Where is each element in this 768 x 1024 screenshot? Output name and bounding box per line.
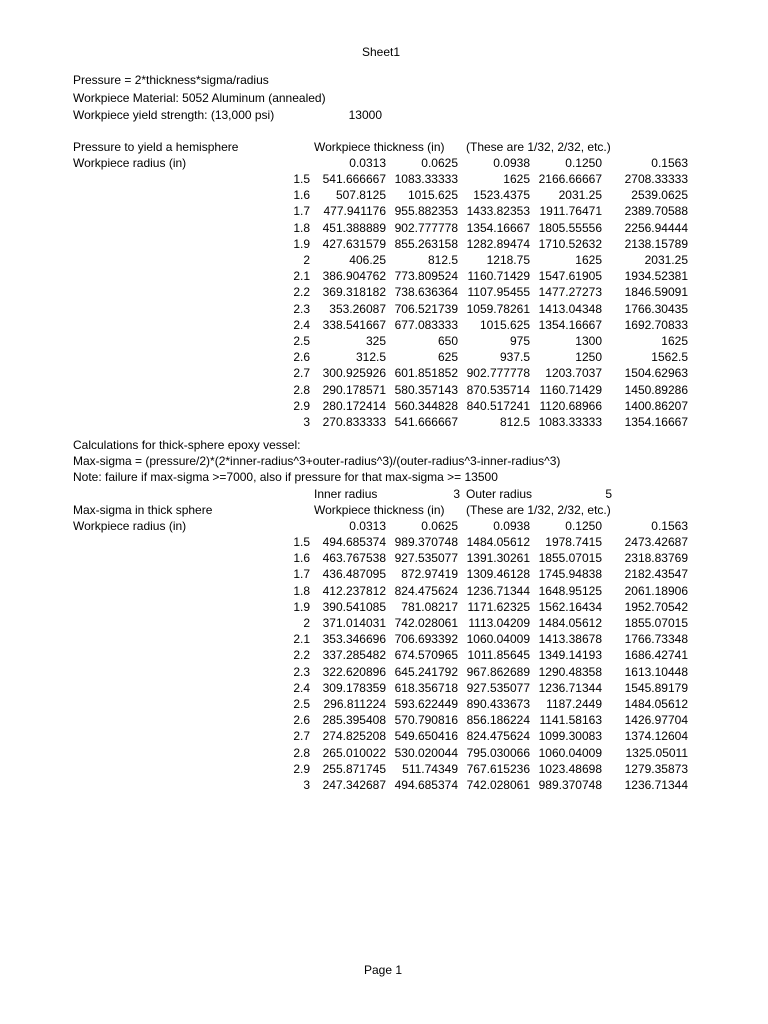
value-cell: 1766.30435 [624,301,688,316]
value-cell: 386.904762 [322,269,386,284]
table-row [0,615,768,631]
value-cell: 1978.7415 [545,535,602,549]
value-cell: 1692.70833 [624,317,688,332]
value-cell: 2708.33333 [624,172,688,186]
value-cell: 1015.625 [479,317,530,332]
thickness-header: 0.0938 [493,156,530,170]
value-cell: 742.028061 [394,616,458,630]
value-cell: 1504.62963 [624,366,688,381]
value-cell: 967.862689 [466,664,530,679]
thickness-header: 0.1563 [651,156,688,170]
value-cell: 1236.71344 [538,680,602,695]
value-cell: 937.5 [499,350,530,365]
table-row [0,647,768,663]
value-cell: 1218.75 [486,253,530,267]
table-row [0,712,768,728]
value-cell: 570.790816 [394,713,458,728]
radius-cell: 2.1 [293,632,310,647]
section2-thickness-header-row [0,518,768,534]
radius-cell: 2.5 [293,697,310,711]
value-cell: 1187.2449 [546,697,602,711]
value-cell: 1290.48358 [538,664,602,679]
radius-cell: 1.9 [293,236,310,251]
value-cell: 451.388889 [322,220,386,235]
value-cell: 2318.83769 [624,551,688,566]
section1-thickness-header-row [0,155,768,171]
radius-cell: 1.8 [293,583,310,598]
section2-thickness-note: (These are 1/32, 2/32, etc.) [466,503,611,517]
radius-cell: 2.6 [293,350,310,365]
value-cell: 1391.30261 [466,551,530,566]
value-cell: 706.693392 [394,632,458,647]
value-cell: 247.342687 [322,778,386,792]
value-cell: 406.25 [349,253,386,267]
radius-cell: 2.9 [293,398,310,413]
value-cell: 1450.89286 [624,382,688,397]
value-cell: 530.020044 [394,745,458,760]
table-row [0,252,768,268]
value-cell: 507.8125 [335,188,386,203]
value-cell: 927.535077 [466,680,530,695]
table-row [0,696,768,712]
radius-cell: 1.9 [293,599,310,614]
radius-cell: 2 [303,253,310,267]
table-row [0,317,768,333]
value-cell: 1855.07015 [624,616,688,630]
radius-cell: 2.7 [293,729,310,744]
value-cell: 1203.7037 [545,366,602,381]
value-cell: 855.263158 [394,236,458,251]
radius-cell: 1.5 [293,172,310,186]
table-row [0,414,768,430]
value-cell: 560.344828 [394,398,458,413]
value-cell: 824.475624 [466,729,530,744]
value-cell: 1413.04348 [538,301,602,316]
value-cell: 511.74349 [402,761,458,776]
value-cell: 412.237812 [322,583,386,598]
value-cell: 280.172414 [322,398,386,413]
value-cell: 601.851852 [394,366,458,381]
value-cell: 1354.16667 [538,317,602,332]
value-cell: 2256.94444 [624,220,688,235]
radius-cell: 2.2 [293,285,310,300]
value-cell: 296.811224 [323,697,386,711]
table-row [0,728,768,744]
value-cell: 1745.94838 [538,567,602,582]
table-row [0,550,768,566]
material-label: Workpiece Material: 5052 Aluminum (annealed) [73,91,326,105]
section1-note: (These are 1/32, 2/32, etc.) [466,140,611,154]
value-cell: 812.5 [499,415,530,429]
radius-cell: 2.3 [293,301,310,316]
section1-title: Pressure to yield a hemisphere [73,140,239,154]
value-cell: 1484.05612 [624,697,688,711]
inner-radius-value: 3 [453,487,460,501]
value-cell: 255.871745 [322,761,386,776]
value-cell: 856.186224 [466,713,530,728]
radius-cell: 2.2 [293,648,310,663]
value-cell: 463.767538 [322,551,386,566]
value-cell: 1354.16667 [624,415,688,429]
section2-table-title: Max-sigma in thick sphere [73,503,213,517]
radius-cell: 1.6 [293,551,310,566]
value-cell: 1766.73348 [624,632,688,647]
thickness-header: 0.0625 [421,156,458,170]
value-cell: 2389.70588 [624,204,688,219]
radius-cell: 1.5 [293,535,310,549]
table-row [0,187,768,203]
value-cell: 1023.48698 [538,761,602,776]
value-cell: 2166.66667 [538,172,602,186]
value-cell: 902.777778 [394,220,458,235]
value-cell: 300.925926 [322,366,386,381]
value-cell: 436.487095 [322,567,386,582]
radius-cell: 2.6 [293,713,310,728]
value-cell: 1354.16667 [466,220,530,235]
value-cell: 353.26087 [329,301,386,316]
value-cell: 890.433673 [466,697,530,711]
value-cell: 2539.0625 [631,188,688,203]
value-cell: 1160.71429 [467,269,530,284]
value-cell: 1309.46128 [466,567,530,582]
value-cell: 477.941176 [323,204,386,219]
value-cell: 390.541085 [322,599,386,614]
value-cell: 1523.4375 [473,188,530,203]
table-row [0,236,768,252]
table-row [0,599,768,615]
value-cell: 1484.05612 [466,535,530,549]
value-cell: 1426.97704 [624,713,688,728]
value-cell: 1648.95125 [538,583,602,598]
radius-cell: 3 [303,415,310,429]
value-cell: 1349.14193 [538,648,602,663]
value-cell: 674.570965 [394,648,458,663]
value-cell: 1282.89474 [466,236,530,251]
value-cell: 2473.42687 [624,535,688,549]
radius-cell: 3 [303,778,310,792]
value-cell: 706.521739 [394,301,458,316]
value-cell: 1011.85645 [467,648,530,663]
table-row [0,566,768,582]
table-row [0,365,768,381]
outer-radius-label: Outer radius [466,487,533,501]
value-cell: 781.08217 [401,599,458,614]
value-cell: 1060.04009 [538,745,602,760]
table-row [0,664,768,680]
value-cell: 812.5 [427,253,458,267]
value-cell: 2031.25 [644,253,688,267]
value-cell: 1171.62325 [467,599,530,614]
value-cell: 371.014031 [322,616,386,630]
value-cell: 1250 [575,350,602,365]
failure-note: Note: failure if max-sigma >=7000, also if pressure for that max-sigma >= 13500 [73,470,498,484]
value-cell: 1400.86207 [624,398,688,413]
table-row [0,333,768,349]
value-cell: 1236.71344 [624,778,688,792]
thickness-header: 0.0313 [349,519,386,533]
radius-cell: 2.9 [293,761,310,776]
value-cell: 1413.38678 [538,632,602,647]
value-cell: 824.475624 [394,583,458,598]
value-cell: 1477.27273 [538,285,602,300]
value-cell: 1547.61905 [538,269,602,284]
radius-cell: 2.4 [293,680,310,695]
value-cell: 2182.43547 [624,567,688,582]
value-cell: 870.535714 [466,382,530,397]
section2-thickness-label: Workpiece thickness (in) [314,503,445,517]
table-row [0,382,768,398]
value-cell: 1141.58163 [539,713,602,728]
value-cell: 274.825208 [322,729,386,744]
value-cell: 872.97419 [401,567,458,582]
section2-radius-label: Workpiece radius (in) [73,519,187,533]
radius-cell: 1.8 [293,220,310,235]
table-row [0,220,768,236]
value-cell: 1952.70542 [624,599,688,614]
thickness-header: 0.0625 [421,519,458,533]
value-cell: 1934.52381 [624,269,688,284]
value-cell: 1562.5 [651,350,688,365]
table-row [0,745,768,761]
value-cell: 1846.59091 [624,285,688,300]
yield-strength-label: Workpiece yield strength: (13,000 psi) [73,108,275,122]
table-row [0,349,768,365]
outer-radius-value: 5 [605,487,612,501]
value-cell: 270.833333 [322,415,386,429]
value-cell: 325 [365,334,386,348]
yield-strength-value: 13000 [348,108,382,122]
value-cell: 625 [437,350,458,365]
value-cell: 353.346696 [322,632,386,647]
value-cell: 1911.76471 [539,204,602,219]
value-cell: 773.809524 [394,269,458,284]
value-cell: 1805.55556 [538,220,602,235]
value-cell: 927.535077 [394,551,458,566]
value-cell: 989.370748 [538,778,602,792]
value-cell: 593.622449 [394,697,458,711]
table-row [0,203,768,219]
pressure-formula: Pressure = 2*thickness*sigma/radius [73,73,269,87]
radius-cell: 2.8 [293,382,310,397]
value-cell: 2031.25 [558,188,602,203]
value-cell: 840.517241 [466,398,530,413]
value-cell: 494.685374 [322,535,386,549]
radius-cell: 2.3 [293,664,310,679]
value-cell: 1060.04009 [466,632,530,647]
radius-cell: 2.7 [293,366,310,381]
thickness-header: 0.0938 [493,519,530,533]
value-cell: 549.650416 [394,729,458,744]
value-cell: 312.5 [355,350,386,365]
value-cell: 955.882353 [394,204,458,219]
value-cell: 1325.05011 [625,745,688,760]
value-cell: 1484.05612 [538,616,602,630]
value-cell: 677.083333 [394,317,458,332]
value-cell: 427.631579 [322,236,386,251]
value-cell: 650 [437,334,458,348]
value-cell: 975 [509,334,530,348]
value-cell: 1160.71429 [539,382,602,397]
value-cell: 1059.78261 [466,301,530,316]
value-cell: 1374.12604 [624,729,688,744]
thickness-header: 0.1563 [651,519,688,533]
value-cell: 1625 [575,253,602,267]
section1-radius-label: Workpiece radius (in) [73,156,187,170]
radius-cell: 2.1 [293,269,310,284]
value-cell: 1545.89179 [624,680,688,695]
value-cell: 1083.33333 [394,172,458,186]
value-cell: 1107.95455 [467,285,530,300]
value-cell: 1710.52632 [538,236,602,251]
value-cell: 645.241792 [394,664,458,679]
value-cell: 902.777778 [466,366,530,381]
table-row [0,631,768,647]
value-cell: 494.685374 [394,778,458,792]
value-cell: 290.178571 [322,382,386,397]
value-cell: 369.318182 [322,285,386,300]
section1-thickness-label: Workpiece thickness (in) [314,140,445,154]
value-cell: 1433.82353 [466,204,530,219]
value-cell: 338.541667 [322,317,386,332]
table-row [0,680,768,696]
value-cell: 265.010022 [322,745,386,760]
table-row [0,284,768,300]
table-row [0,301,768,317]
value-cell: 1625 [661,334,688,348]
radius-cell: 2.8 [293,745,310,760]
value-cell: 1236.71344 [466,583,530,598]
sheet-title: Sheet1 [362,45,401,59]
table-row [0,777,768,793]
value-cell: 989.370748 [394,535,458,549]
value-cell: 795.030066 [466,745,530,760]
radius-cell: 2 [303,616,310,630]
section2-title: Calculations for thick-sphere epoxy vessel: [73,438,301,452]
value-cell: 1120.68966 [539,398,602,413]
radius-cell: 1.6 [293,188,310,203]
thickness-header: 0.0313 [349,156,386,170]
value-cell: 1300 [575,334,602,348]
value-cell: 541.666667 [322,172,386,186]
table-row [0,171,768,187]
table-row [0,268,768,284]
value-cell: 2138.15789 [624,236,688,251]
table-row [0,534,768,550]
value-cell: 322.620896 [322,664,386,679]
value-cell: 742.028061 [466,778,530,792]
table-row [0,398,768,414]
value-cell: 1083.33333 [538,415,602,429]
table-row [0,583,768,599]
value-cell: 1613.10448 [624,664,688,679]
value-cell: 1279.35873 [624,761,688,776]
value-cell: 285.395408 [322,713,386,728]
value-cell: 767.615236 [466,761,530,776]
value-cell: 337.285482 [322,648,386,663]
value-cell: 580.357143 [394,382,458,397]
value-cell: 1686.42741 [624,648,688,663]
value-cell: 738.636364 [394,285,458,300]
radius-cell: 1.7 [293,204,310,219]
thickness-header: 0.1250 [565,156,602,170]
radius-cell: 2.5 [293,334,310,348]
max-sigma-formula: Max-sigma = (pressure/2)*(2*inner-radius^3+outer-radius^3)/(outer-radius^3-inner-radius^3) [73,454,561,468]
radius-cell: 1.7 [293,567,310,582]
table-row [0,761,768,777]
value-cell: 618.356718 [394,680,458,695]
value-cell: 1855.07015 [538,551,602,566]
value-cell: 1562.16434 [538,599,602,614]
value-cell: 1099.30083 [538,729,602,744]
thickness-header: 0.1250 [565,519,602,533]
value-cell: 1015.625 [407,188,458,203]
value-cell: 2061.18906 [624,583,688,598]
inner-radius-label: Inner radius [314,487,378,501]
value-cell: 309.178359 [322,680,386,695]
value-cell: 541.666667 [394,415,458,429]
value-cell: 1113.04209 [468,616,530,630]
page-number: Page 1 [364,963,403,977]
radius-cell: 2.4 [293,317,310,332]
value-cell: 1625 [503,172,530,186]
